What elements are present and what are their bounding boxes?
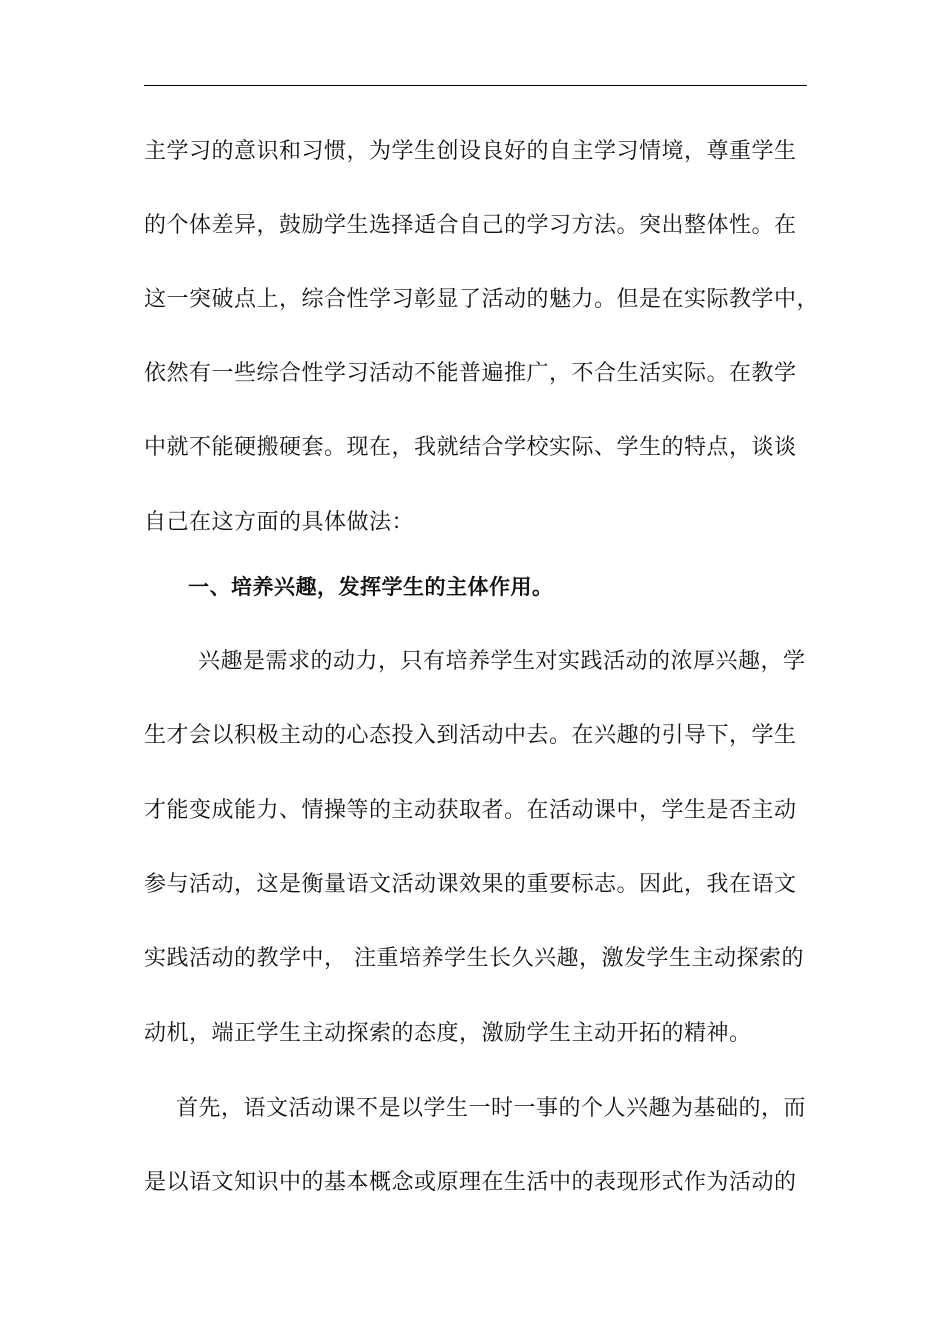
header-rule — [144, 85, 807, 86]
text-line: 动机，端正学生主动探索的态度，激励学生主动开拓的精神。 — [144, 1021, 752, 1046]
text-line: 首先，语文活动课不是以学生一时一事的个人兴趣为基础的，而 — [176, 1096, 807, 1121]
section-heading: 一、培养兴趣，发挥学生的主体作用。 — [188, 575, 554, 599]
text-line: 这一突破点上，综合性学习彰显了活动的魅力。但是在实际教学中， — [144, 287, 820, 312]
text-line: 兴趣是需求的动力，只有培养学生对实践活动的浓厚兴趣，学 — [198, 649, 806, 674]
text-line: 自己在这方面的具体做法： — [144, 510, 415, 535]
text-line: 实践活动的教学中， 注重培养学生长久兴趣，激发学生主动探索的 — [144, 946, 804, 971]
text-line: 的个体差异，鼓励学生选择适合自己的学习方法。突出整体性。在 — [144, 213, 797, 238]
text-line: 主学习的意识和习惯，为学生创设良好的自主学习情境，尊重学生 — [144, 139, 797, 164]
text-line: 生才会以积极主动的心态投入到活动中去。在兴趣的引导下，学生 — [144, 723, 797, 748]
text-line: 参与活动，这是衡量语文活动课效果的重要标志。因此，我在语文 — [144, 872, 797, 897]
text-line: 依然有一些综合性学习活动不能普遍推广，不合生活实际。在教学 — [144, 361, 797, 386]
text-line: 中就不能硬搬硬套。现在，我就结合学校实际、学生的特点，谈谈 — [144, 435, 797, 460]
text-line: 才能变成能力、情操等的主动获取者。在活动课中，学生是否主动 — [144, 798, 797, 823]
text-line: 是以语文知识中的基本概念或原理在生活中的表现形式作为活动的 — [144, 1170, 797, 1195]
